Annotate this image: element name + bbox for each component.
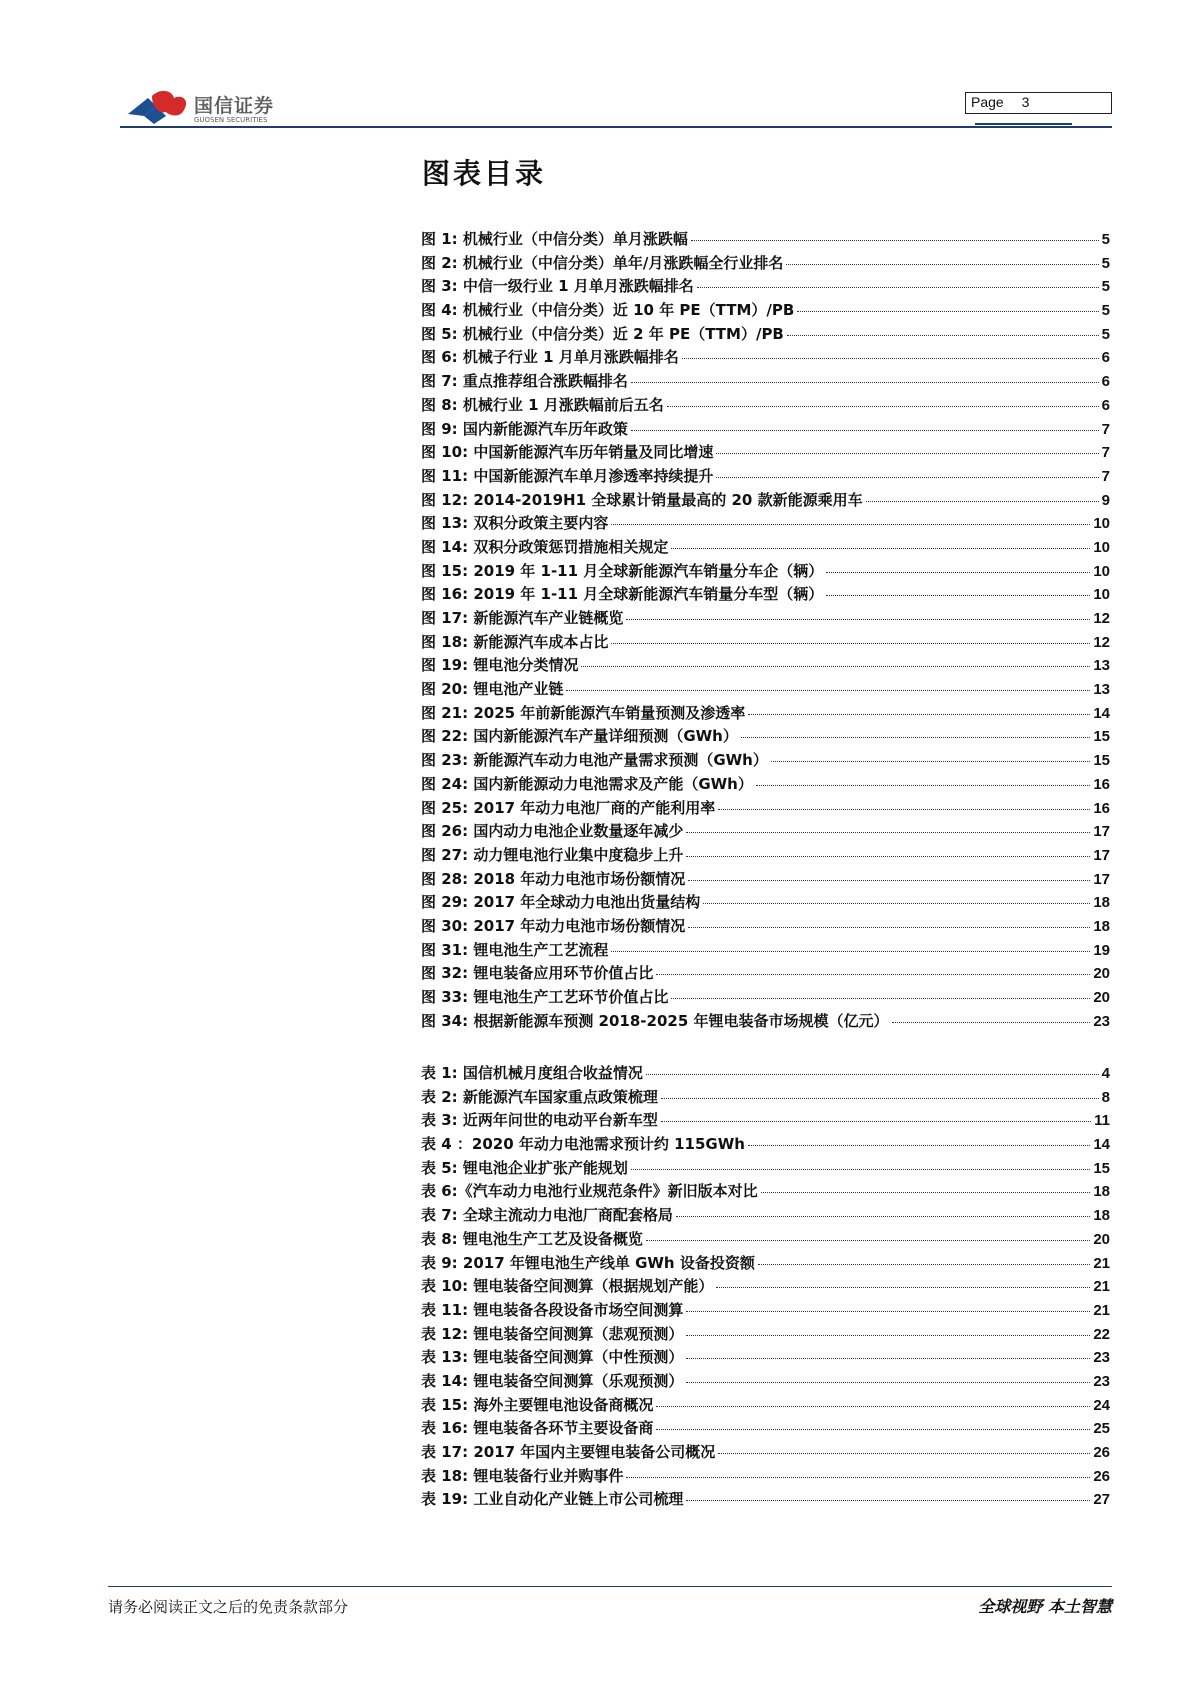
figure-entry-label: 图 31: 锂电池生产工艺流程: [421, 940, 609, 959]
dot-leader: [631, 1169, 1090, 1170]
table-entry[interactable]: [421, 1275, 1110, 1299]
dot-leader: [758, 1264, 1090, 1265]
figure-entry[interactable]: [421, 607, 1110, 631]
figure-entry-label: 图 10: 中国新能源汽车历年销量及同比增速: [421, 443, 714, 462]
table-entry[interactable]: [421, 1346, 1110, 1370]
dot-leader: [691, 240, 1099, 241]
table-entry-label: 表 14: 锂电装备空间测算（乐观预测）: [421, 1371, 684, 1390]
dot-leader: [716, 453, 1098, 454]
page-indicator: [965, 92, 1112, 114]
dot-leader: [786, 264, 1098, 265]
figure-entry-label: 图 22: 国内新能源汽车产量详细预测（GWh）: [421, 727, 738, 746]
figure-entry-page: 6: [1101, 349, 1110, 367]
figure-entry[interactable]: [421, 465, 1110, 489]
table-entry-label: 表 12: 锂电装备空间测算（悲观预测）: [421, 1324, 684, 1343]
dot-leader: [611, 643, 1090, 644]
table-entry[interactable]: [421, 1441, 1110, 1465]
table-entry[interactable]: [421, 1157, 1110, 1181]
figure-entry[interactable]: [421, 986, 1110, 1010]
figure-index-list: [421, 228, 1110, 1033]
table-entry-page: 14: [1093, 1136, 1110, 1154]
figure-entry[interactable]: [421, 820, 1110, 844]
dot-leader: [626, 1477, 1090, 1478]
figure-entry-page: 12: [1093, 633, 1110, 651]
table-entry-label: 表 10: 锂电装备空间测算（根据规划产能）: [421, 1277, 714, 1296]
table-entry[interactable]: [421, 1204, 1110, 1228]
figure-entry-label: 图 14: 双积分政策惩罚措施相关规定: [421, 537, 669, 556]
figure-entry[interactable]: [421, 725, 1110, 749]
table-entry-label: 表 15: 海外主要锂电池设备商概况: [421, 1395, 654, 1414]
dot-leader: [671, 548, 1090, 549]
table-entry-page: 25: [1093, 1420, 1110, 1438]
figure-entry-label: 图 20: 锂电池产业链: [421, 680, 564, 699]
table-entry[interactable]: [421, 1299, 1110, 1323]
table-entry-page: 18: [1093, 1183, 1110, 1201]
figure-entry-page: 19: [1093, 941, 1110, 959]
figure-entry-label: 图 34: 根据新能源车预测 2018-2025 年锂电装备市场规模（亿元）: [421, 1011, 889, 1030]
figure-entry-label: 图 25: 2017 年动力电池厂商的产能利用率: [421, 798, 716, 817]
figure-entry-label: 图 26: 国内动力电池企业数量逐年减少: [421, 822, 684, 841]
figure-entry[interactable]: [421, 512, 1110, 536]
dot-leader: [771, 761, 1090, 762]
page-label: Page: [971, 94, 1004, 110]
dot-leader: [718, 1453, 1090, 1454]
figure-entry-page: 12: [1093, 610, 1110, 627]
figure-entry[interactable]: [421, 252, 1110, 276]
table-entry-label: 表 19: 工业自动化产业链上市公司梳理: [421, 1490, 684, 1509]
dot-leader: [866, 501, 1099, 502]
table-entry[interactable]: [421, 1180, 1110, 1204]
table-entry[interactable]: [421, 1109, 1110, 1133]
figure-entry-page: 10: [1093, 538, 1110, 556]
table-entry-page: 23: [1093, 1372, 1110, 1390]
table-entry[interactable]: [421, 1465, 1110, 1489]
dot-leader: [826, 595, 1090, 596]
table-entry-page: 11: [1094, 1112, 1110, 1130]
figure-entry-page: 5: [1101, 254, 1110, 272]
table-entry-page: 8: [1101, 1088, 1110, 1106]
table-index-list: [421, 1062, 1110, 1512]
figure-entry[interactable]: [421, 441, 1110, 465]
figure-entry-page: 17: [1093, 846, 1110, 864]
figure-entry-label: 图 11: 中国新能源汽车单月渗透率持续提升: [421, 466, 714, 485]
figure-entry[interactable]: [421, 844, 1110, 868]
figure-entry-label: 图 7: 重点推荐组合涨跌幅排名: [421, 372, 628, 391]
figure-entry-page: 16: [1093, 775, 1110, 793]
figure-entry-page: 17: [1093, 870, 1110, 888]
dot-leader: [787, 335, 1099, 336]
figure-entry-label: 图 17: 新能源汽车产业链概览: [421, 609, 624, 627]
figure-entry-label: 图 8: 机械行业 1 月涨跌幅前后五名: [421, 395, 664, 414]
table-entry-page: 21: [1093, 1278, 1110, 1296]
dot-leader: [741, 737, 1090, 738]
dot-leader: [676, 1216, 1090, 1217]
dot-leader: [661, 1098, 1099, 1099]
figure-entry[interactable]: [421, 370, 1110, 394]
figure-entry-label: 图 28: 2018 年动力电池市场份额情况: [421, 869, 686, 888]
figure-entry[interactable]: [421, 631, 1110, 655]
figure-entry-page: 17: [1093, 823, 1110, 841]
figure-entry-page: 16: [1093, 799, 1110, 817]
dot-leader: [631, 430, 1099, 431]
table-entry-page: 26: [1093, 1467, 1110, 1485]
dot-leader: [697, 287, 1099, 288]
table-entry[interactable]: [421, 1252, 1110, 1276]
figure-entry-page: 10: [1093, 586, 1110, 604]
figure-entry-page: 18: [1093, 917, 1110, 935]
dot-leader: [631, 382, 1099, 383]
dot-leader: [748, 1145, 1090, 1146]
table-entry[interactable]: [421, 1323, 1110, 1347]
figure-entry[interactable]: [421, 654, 1110, 678]
dot-leader: [686, 1358, 1090, 1359]
figure-entry-label: 图 27: 动力锂电池行业集中度稳步上升: [421, 845, 684, 864]
dot-leader: [716, 477, 1098, 478]
dot-leader: [686, 1500, 1090, 1501]
table-entry-label: 表 17: 2017 年国内主要锂电装备公司概况: [421, 1443, 716, 1461]
figure-entry[interactable]: [421, 489, 1110, 513]
dot-leader: [686, 856, 1090, 857]
figure-entry[interactable]: [421, 560, 1110, 584]
figure-entry-page: 20: [1093, 965, 1110, 983]
table-entry-page: 21: [1093, 1254, 1110, 1272]
table-entry-label: 表 11: 锂电装备各段设备市场空间测算: [421, 1300, 684, 1319]
figure-entry[interactable]: [421, 797, 1110, 821]
figure-entry-label: 图 19: 锂电池分类情况: [421, 656, 579, 675]
figure-entry-page: 7: [1101, 444, 1110, 462]
table-entry[interactable]: [421, 1228, 1110, 1252]
figure-entry[interactable]: [421, 1010, 1110, 1034]
table-entry-page: 21: [1093, 1301, 1110, 1319]
dot-leader: [671, 998, 1090, 999]
figure-entry-page: 14: [1093, 704, 1110, 722]
figure-entry-label: 图 30: 2017 年动力电池市场份额情况: [421, 916, 686, 935]
dot-leader: [688, 880, 1090, 881]
figure-entry[interactable]: [421, 583, 1110, 607]
figure-entry[interactable]: [421, 678, 1110, 702]
table-entry-label: 表 3: 近两年问世的电动平台新车型: [421, 1111, 658, 1130]
dot-leader: [761, 1192, 1091, 1193]
footer-disclaimer: 请务必阅读正文之后的免责条款部分: [108, 1598, 349, 1616]
figure-entry[interactable]: [421, 323, 1110, 347]
header-divider: [120, 126, 1112, 128]
dot-leader: [626, 619, 1090, 620]
figure-entry-label: 图 1: 机械行业（中信分类）单月涨跌幅: [421, 230, 688, 248]
figure-entry[interactable]: [421, 939, 1110, 963]
figure-entry-label: 图 29: 2017 年全球动力电池出货量结构: [421, 893, 701, 912]
figure-entry-label: 图 13: 双积分政策主要内容: [421, 514, 609, 533]
dot-leader: [716, 1287, 1090, 1288]
dot-leader: [748, 714, 1090, 715]
table-entry[interactable]: [421, 1062, 1110, 1086]
dot-leader: [718, 809, 1090, 810]
figure-entry-label: 图 5: 机械行业（中信分类）近 2 年 PE（TTM）/PB: [421, 324, 784, 343]
figure-entry-page: 15: [1093, 752, 1110, 770]
figure-entry-label: 图 2: 机械行业（中信分类）单年/月涨跌幅全行业排名: [421, 253, 784, 272]
table-entry[interactable]: [421, 1394, 1110, 1418]
dot-leader: [656, 974, 1090, 975]
figure-entry-page: 13: [1093, 681, 1110, 699]
dot-leader: [688, 927, 1090, 928]
dot-leader: [566, 690, 1090, 691]
dot-leader: [611, 951, 1090, 952]
figure-entry-label: 图 12: 2014-2019H1 全球累计销量最高的 20 款新能源乘用车: [421, 490, 863, 509]
figure-entry-page: 20: [1093, 989, 1110, 1006]
company-name: 国信证券: [194, 95, 275, 117]
table-entry[interactable]: [421, 1133, 1110, 1157]
dot-leader: [686, 1311, 1090, 1312]
figure-entry-page: 9: [1101, 491, 1110, 509]
dot-leader: [892, 1022, 1091, 1023]
dot-leader: [656, 1429, 1090, 1430]
figure-entry-label: 图 32: 锂电装备应用环节价值占比: [421, 964, 654, 983]
figure-entry-page: 23: [1093, 1012, 1110, 1030]
figure-entry-page: 5: [1101, 278, 1110, 296]
table-entry-label: 表 8: 锂电池生产工艺及设备概览: [421, 1229, 643, 1248]
table-entry[interactable]: [421, 1488, 1110, 1512]
figure-entry[interactable]: [421, 962, 1110, 986]
table-entry-page: 22: [1093, 1325, 1110, 1343]
dot-leader: [581, 666, 1090, 667]
dot-leader: [686, 1382, 1090, 1383]
figure-entry-label: 图 16: 2019 年 1-11 月全球新能源汽车销量分车型（辆）: [421, 585, 824, 604]
table-entry-label: 表 18: 锂电装备行业并购事件: [421, 1466, 624, 1485]
table-entry-page: 23: [1093, 1349, 1110, 1367]
figure-entry-label: 图 18: 新能源汽车成本占比: [421, 632, 609, 651]
table-entry-label: 表 6:《汽车动力电池行业规范条件》新旧版本对比: [421, 1182, 758, 1201]
figure-entry[interactable]: [421, 228, 1110, 252]
table-entry-page: 26: [1093, 1444, 1110, 1461]
table-entry[interactable]: [421, 1086, 1110, 1110]
figure-entry-page: 7: [1101, 420, 1110, 438]
table-entry-page: 15: [1093, 1159, 1110, 1177]
table-entry-label: 表 9: 2017 年锂电池生产线单 GWh 设备投资额: [421, 1253, 755, 1272]
table-entry-page: 20: [1093, 1230, 1110, 1248]
figure-entry-page: 15: [1093, 728, 1110, 746]
dot-leader: [661, 1121, 1091, 1122]
figure-entry[interactable]: [421, 915, 1110, 939]
table-entry-page: 24: [1093, 1396, 1110, 1414]
table-entry-label: 表 1: 国信机械月度组合收益情况: [421, 1064, 643, 1082]
company-name-en: GUOSEN SECURITIES: [194, 116, 268, 124]
dot-leader: [667, 406, 1099, 407]
dot-leader: [756, 785, 1090, 786]
dot-leader: [686, 1335, 1090, 1336]
table-entry-page: 18: [1093, 1207, 1110, 1225]
figure-entry-label: 图 33: 锂电池生产工艺环节价值占比: [421, 988, 669, 1006]
dot-leader: [656, 1406, 1090, 1407]
dot-leader: [611, 524, 1090, 525]
figure-entry-page: 6: [1101, 396, 1110, 414]
figure-entry[interactable]: [421, 275, 1110, 299]
table-entry-label: 表 5: 锂电池企业扩张产能规划: [421, 1158, 628, 1177]
table-entry-label: 表 7: 全球主流动力电池厂商配套格局: [421, 1206, 673, 1225]
table-entry-label: 表 16: 锂电装备各环节主要设备商: [421, 1419, 654, 1438]
figure-entry-page: 6: [1101, 373, 1110, 391]
table-entry-label: 表 4 ：2020 年动力电池需求预计约 115GWh: [421, 1135, 745, 1154]
page-number: 3: [1021, 94, 1030, 110]
figure-entry-page: 13: [1093, 657, 1110, 675]
figure-entry[interactable]: [421, 394, 1110, 418]
figure-entry-label: 图 24: 国内新能源动力电池需求及产能（GWh）: [421, 774, 753, 793]
dot-leader: [646, 1240, 1090, 1241]
dot-leader: [703, 903, 1090, 904]
page-indicator-underline: [975, 123, 1072, 125]
figure-entry-page: 10: [1093, 515, 1110, 533]
figure-entry-label: 图 23: 新能源汽车动力电池产量需求预测（GWh）: [421, 751, 768, 770]
figure-entry-label: 图 4: 机械行业（中信分类）近 10 年 PE（TTM）/PB: [421, 301, 795, 320]
table-entry[interactable]: [421, 1417, 1110, 1441]
footer-slogan: 全球视野 本土智慧: [978, 1597, 1112, 1616]
figure-entry-page: 7: [1101, 467, 1110, 485]
figure-entry[interactable]: [421, 299, 1110, 323]
dot-leader: [826, 572, 1090, 573]
dot-leader: [682, 358, 1099, 359]
table-entry-page: 27: [1093, 1491, 1110, 1509]
dot-leader: [797, 311, 1098, 312]
figure-entry[interactable]: [421, 418, 1110, 442]
table-entry-label: 表 13: 锂电装备空间测算（中性预测）: [421, 1348, 684, 1367]
figure-entry[interactable]: [421, 749, 1110, 773]
figure-entry-label: 图 15: 2019 年 1-11 月全球新能源汽车销量分车企（辆）: [421, 561, 824, 580]
figure-entry[interactable]: [421, 773, 1110, 797]
figure-entry-page: 10: [1093, 562, 1110, 580]
figure-entry[interactable]: [421, 891, 1110, 915]
company-logo: [126, 88, 286, 128]
figure-entry[interactable]: [421, 868, 1110, 892]
figure-entry-label: 图 9: 国内新能源汽车历年政策: [421, 419, 628, 438]
figure-entry[interactable]: [421, 536, 1110, 560]
footer-divider: [108, 1586, 1112, 1587]
figure-entry[interactable]: [421, 346, 1110, 370]
table-entry-page: 4: [1101, 1065, 1110, 1082]
figure-entry-page: 18: [1093, 894, 1110, 912]
figure-entry-page: 5: [1101, 302, 1110, 320]
figure-entry[interactable]: [421, 702, 1110, 726]
table-entry-label: 表 2: 新能源汽车国家重点政策梳理: [421, 1087, 658, 1106]
figure-entry-label: 图 6: 机械子行业 1 月单月涨跌幅排名: [421, 348, 679, 367]
table-entry[interactable]: [421, 1370, 1110, 1394]
page-title: 图表目录: [422, 157, 547, 190]
figure-entry-page: 5: [1101, 325, 1110, 343]
figure-entry-label: 图 21: 2025 年前新能源汽车销量预测及渗透率: [421, 703, 746, 722]
figure-entry-label: 图 3: 中信一级行业 1 月单月涨跌幅排名: [421, 277, 694, 296]
dot-leader: [686, 832, 1090, 833]
logo-mark-icon: [126, 88, 192, 128]
figure-entry-page: 5: [1101, 231, 1110, 248]
dot-leader: [646, 1074, 1099, 1075]
